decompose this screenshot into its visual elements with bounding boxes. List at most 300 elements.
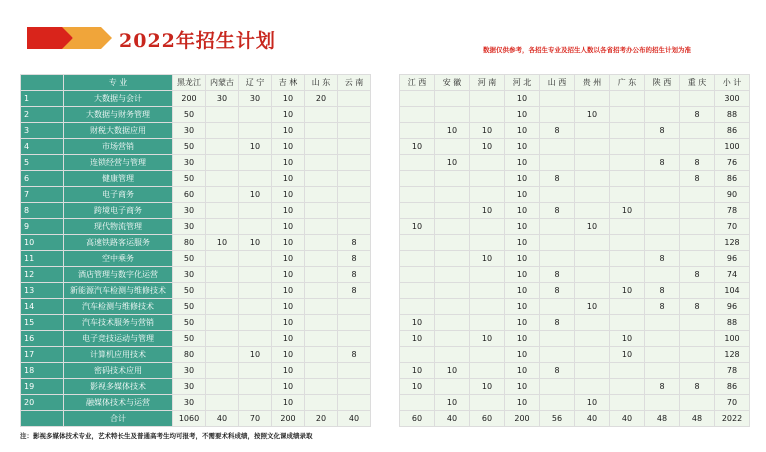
quota-cell — [400, 91, 435, 107]
table-row — [21, 91, 371, 107]
row-number: 4 — [21, 139, 64, 155]
quota-cell — [575, 267, 610, 283]
quota-cell — [338, 123, 371, 139]
quota-cell — [540, 91, 575, 107]
quota-cell: 8 — [540, 123, 575, 139]
table-row — [21, 171, 371, 187]
table-row — [400, 203, 750, 219]
quota-cell — [610, 219, 645, 235]
quota-cell: 200 — [173, 91, 206, 107]
quota-cell: 70 — [715, 395, 750, 411]
quota-cell: 90 — [715, 187, 750, 203]
column-header: 小 计 — [715, 75, 750, 91]
quota-cell — [338, 299, 371, 315]
quota-cell: 88 — [715, 315, 750, 331]
quota-cell — [610, 91, 645, 107]
quota-cell — [540, 331, 575, 347]
quota-cell — [400, 187, 435, 203]
quota-cell — [680, 91, 715, 107]
quota-cell: 10 — [272, 251, 305, 267]
table-row — [21, 379, 371, 395]
quota-cell — [400, 267, 435, 283]
quota-cell: 10 — [239, 235, 272, 251]
quota-cell: 80 — [173, 235, 206, 251]
quota-cell — [540, 155, 575, 171]
major-name: 酒店管理与数字化运营 — [64, 267, 173, 283]
quota-cell: 10 — [505, 219, 540, 235]
quota-cell: 30 — [206, 91, 239, 107]
quota-cell: 10 — [272, 299, 305, 315]
table-row — [21, 283, 371, 299]
quota-cell: 8 — [680, 379, 715, 395]
quota-cell: 8 — [540, 171, 575, 187]
major-name: 大数据与会计 — [64, 91, 173, 107]
quota-cell: 10 — [400, 139, 435, 155]
quota-cell — [610, 251, 645, 267]
quota-cell: 10 — [272, 347, 305, 363]
quota-cell: 30 — [173, 219, 206, 235]
quota-cell — [645, 331, 680, 347]
major-name: 合计 — [64, 411, 173, 427]
quota-cell: 30 — [173, 203, 206, 219]
quota-cell: 10 — [272, 363, 305, 379]
quota-cell: 10 — [272, 139, 305, 155]
quota-cell — [239, 219, 272, 235]
quota-cell: 10 — [206, 235, 239, 251]
row-number: 20 — [21, 395, 64, 411]
quota-cell — [400, 299, 435, 315]
quota-cell — [680, 251, 715, 267]
quota-cell — [305, 315, 338, 331]
quota-cell — [470, 91, 505, 107]
quota-cell — [575, 379, 610, 395]
quota-cell — [338, 203, 371, 219]
major-name: 连锁经营与管理 — [64, 155, 173, 171]
quota-cell: 74 — [715, 267, 750, 283]
quota-cell — [610, 235, 645, 251]
table-row — [400, 251, 750, 267]
enrollment-table-right — [399, 74, 750, 427]
quota-cell — [680, 123, 715, 139]
quota-cell — [239, 203, 272, 219]
quota-cell — [540, 187, 575, 203]
quota-cell: 20 — [305, 91, 338, 107]
quota-cell — [435, 203, 470, 219]
quota-cell: 8 — [645, 299, 680, 315]
quota-cell — [645, 315, 680, 331]
quota-cell: 10 — [272, 331, 305, 347]
quota-cell: 10 — [505, 315, 540, 331]
row-number: 9 — [21, 219, 64, 235]
quota-cell — [470, 299, 505, 315]
quota-cell: 10 — [505, 363, 540, 379]
quota-cell: 10 — [272, 91, 305, 107]
major-name: 新能源汽车检测与维修技术 — [64, 283, 173, 299]
quota-cell — [206, 315, 239, 331]
column-header: 贵 州 — [575, 75, 610, 91]
quota-cell: 10 — [505, 379, 540, 395]
major-name: 大数据与财务管理 — [64, 107, 173, 123]
quota-cell: 50 — [173, 171, 206, 187]
column-header: 重 庆 — [680, 75, 715, 91]
quota-cell: 8 — [338, 347, 371, 363]
quota-cell — [470, 187, 505, 203]
quota-cell: 10 — [470, 331, 505, 347]
quota-cell — [470, 155, 505, 171]
quota-cell — [338, 379, 371, 395]
quota-cell: 104 — [715, 283, 750, 299]
major-name: 健康管理 — [64, 171, 173, 187]
table-row — [21, 299, 371, 315]
quota-cell — [206, 395, 239, 411]
quota-cell: 10 — [400, 363, 435, 379]
footnote: 注：影视多媒体技术专业，艺术特长生及普通高考生均可报考，不需要术科成绩，按照文化课成绩录取 — [20, 432, 313, 440]
major-name: 汽车检测与维修技术 — [64, 299, 173, 315]
quota-cell — [645, 363, 680, 379]
quota-cell — [338, 219, 371, 235]
quota-cell: 86 — [715, 379, 750, 395]
table-row — [400, 107, 750, 123]
quota-cell: 10 — [505, 251, 540, 267]
row-number: 1 — [21, 91, 64, 107]
major-name: 融媒体技术与运营 — [64, 395, 173, 411]
quota-cell: 60 — [400, 411, 435, 427]
quota-cell — [206, 267, 239, 283]
table-row — [21, 363, 371, 379]
major-name: 跨境电子商务 — [64, 203, 173, 219]
quota-cell — [239, 251, 272, 267]
quota-cell — [645, 235, 680, 251]
quota-cell — [610, 395, 645, 411]
quota-cell: 78 — [715, 203, 750, 219]
row-number: 2 — [21, 107, 64, 123]
quota-cell — [305, 347, 338, 363]
major-name: 空中乘务 — [64, 251, 173, 267]
quota-cell — [470, 395, 505, 411]
quota-cell: 10 — [239, 347, 272, 363]
quota-cell: 10 — [239, 187, 272, 203]
quota-cell — [575, 203, 610, 219]
quota-cell — [239, 155, 272, 171]
quota-cell — [540, 107, 575, 123]
quota-cell — [239, 267, 272, 283]
table-row — [400, 379, 750, 395]
quota-cell: 10 — [400, 331, 435, 347]
quota-cell: 8 — [540, 315, 575, 331]
quota-cell: 8 — [540, 267, 575, 283]
quota-cell — [680, 203, 715, 219]
quota-cell — [305, 363, 338, 379]
column-header: 云 南 — [338, 75, 371, 91]
table-row — [400, 331, 750, 347]
quota-cell — [305, 187, 338, 203]
quota-cell: 10 — [505, 171, 540, 187]
major-name: 密码技术应用 — [64, 363, 173, 379]
total-row — [400, 411, 750, 427]
table-row — [400, 347, 750, 363]
quota-cell: 10 — [272, 395, 305, 411]
quota-cell: 10 — [505, 235, 540, 251]
table-row — [400, 155, 750, 171]
quota-cell — [610, 363, 645, 379]
quota-cell: 10 — [470, 139, 505, 155]
quota-cell — [305, 123, 338, 139]
row-number: 19 — [21, 379, 64, 395]
quota-cell — [435, 267, 470, 283]
quota-cell — [610, 267, 645, 283]
quota-cell: 10 — [400, 219, 435, 235]
quota-cell — [239, 283, 272, 299]
quota-cell — [610, 155, 645, 171]
quota-cell — [400, 107, 435, 123]
column-header: 吉 林 — [272, 75, 305, 91]
quota-cell: 30 — [239, 91, 272, 107]
quota-cell — [239, 123, 272, 139]
quota-cell — [645, 347, 680, 363]
quota-cell: 10 — [272, 219, 305, 235]
quota-cell — [575, 171, 610, 187]
quota-cell: 10 — [505, 139, 540, 155]
quota-cell: 50 — [173, 299, 206, 315]
quota-cell: 86 — [715, 123, 750, 139]
quota-cell — [435, 347, 470, 363]
table-row — [21, 331, 371, 347]
quota-cell — [680, 363, 715, 379]
quota-cell — [470, 235, 505, 251]
quota-cell: 8 — [540, 363, 575, 379]
quota-cell — [610, 107, 645, 123]
quota-cell: 10 — [505, 283, 540, 299]
quota-cell — [305, 139, 338, 155]
quota-cell — [435, 171, 470, 187]
quota-cell — [305, 203, 338, 219]
quota-cell — [206, 251, 239, 267]
row-number: 8 — [21, 203, 64, 219]
quota-cell: 10 — [272, 155, 305, 171]
table-row — [400, 267, 750, 283]
enrollment-table-left — [20, 74, 371, 427]
quota-cell: 10 — [505, 347, 540, 363]
quota-cell — [470, 107, 505, 123]
quota-cell: 10 — [505, 299, 540, 315]
quota-cell — [206, 299, 239, 315]
quota-cell — [435, 187, 470, 203]
quota-cell — [400, 347, 435, 363]
quota-cell: 10 — [610, 283, 645, 299]
quota-cell — [575, 363, 610, 379]
quota-cell — [206, 219, 239, 235]
row-number: 10 — [21, 235, 64, 251]
quota-cell — [575, 315, 610, 331]
column-header: 山 西 — [540, 75, 575, 91]
quota-cell: 30 — [173, 123, 206, 139]
quota-cell — [305, 283, 338, 299]
quota-cell — [239, 171, 272, 187]
quota-cell — [305, 235, 338, 251]
quota-cell — [680, 331, 715, 347]
quota-cell: 10 — [575, 219, 610, 235]
quota-cell: 10 — [610, 347, 645, 363]
table-row — [21, 315, 371, 331]
quota-cell: 10 — [272, 171, 305, 187]
major-name: 现代物流管理 — [64, 219, 173, 235]
quota-cell: 50 — [173, 315, 206, 331]
quota-cell: 50 — [173, 139, 206, 155]
row-number — [21, 411, 64, 427]
quota-cell — [540, 395, 575, 411]
quota-cell — [305, 155, 338, 171]
quota-cell: 10 — [435, 363, 470, 379]
major-name: 计算机应用技术 — [64, 347, 173, 363]
quota-cell: 100 — [715, 139, 750, 155]
quota-cell — [575, 139, 610, 155]
quota-cell: 30 — [173, 363, 206, 379]
quota-cell: 30 — [173, 395, 206, 411]
quota-cell — [400, 235, 435, 251]
quota-cell — [610, 139, 645, 155]
quota-cell — [338, 363, 371, 379]
quota-cell: 8 — [645, 379, 680, 395]
quota-cell: 10 — [610, 331, 645, 347]
table-row — [21, 219, 371, 235]
quota-cell: 96 — [715, 251, 750, 267]
quota-cell: 10 — [272, 267, 305, 283]
quota-cell: 10 — [505, 203, 540, 219]
quota-cell: 200 — [272, 411, 305, 427]
quota-cell: 60 — [173, 187, 206, 203]
major-name: 影视多媒体技术 — [64, 379, 173, 395]
quota-cell — [680, 219, 715, 235]
quota-cell — [645, 267, 680, 283]
quota-cell: 10 — [435, 395, 470, 411]
quota-cell — [575, 251, 610, 267]
quota-cell: 200 — [505, 411, 540, 427]
quota-cell: 50 — [173, 283, 206, 299]
quota-cell: 40 — [575, 411, 610, 427]
quota-cell — [400, 283, 435, 299]
row-number: 18 — [21, 363, 64, 379]
quota-cell — [338, 187, 371, 203]
table-row — [21, 267, 371, 283]
quota-cell: 30 — [173, 379, 206, 395]
quota-cell — [338, 331, 371, 347]
quota-cell: 10 — [272, 235, 305, 251]
quota-cell — [206, 107, 239, 123]
quota-cell: 60 — [470, 411, 505, 427]
quota-cell: 10 — [400, 315, 435, 331]
quota-cell: 10 — [470, 203, 505, 219]
table-row — [21, 347, 371, 363]
quota-cell — [400, 395, 435, 411]
quota-cell: 70 — [715, 219, 750, 235]
quota-cell — [239, 331, 272, 347]
quota-cell — [239, 395, 272, 411]
quota-cell: 1060 — [173, 411, 206, 427]
quota-cell — [680, 395, 715, 411]
quota-cell: 10 — [470, 251, 505, 267]
table-row — [400, 395, 750, 411]
quota-cell — [435, 283, 470, 299]
quota-cell: 8 — [338, 235, 371, 251]
total-row — [21, 411, 371, 427]
quota-cell — [206, 347, 239, 363]
quota-cell: 80 — [173, 347, 206, 363]
quota-cell — [305, 267, 338, 283]
row-number: 7 — [21, 187, 64, 203]
quota-cell: 70 — [239, 411, 272, 427]
row-number: 6 — [21, 171, 64, 187]
quota-cell: 10 — [272, 123, 305, 139]
quota-cell: 10 — [272, 187, 305, 203]
quota-cell: 76 — [715, 155, 750, 171]
quota-cell — [680, 347, 715, 363]
quota-cell: 10 — [505, 155, 540, 171]
table-row — [21, 155, 371, 171]
quota-cell — [338, 395, 371, 411]
quota-cell: 50 — [173, 107, 206, 123]
quota-cell — [400, 123, 435, 139]
column-header: 广 东 — [610, 75, 645, 91]
quota-cell: 8 — [540, 283, 575, 299]
quota-cell: 8 — [680, 299, 715, 315]
quota-cell: 8 — [680, 107, 715, 123]
column-header: 河 北 — [505, 75, 540, 91]
quota-cell: 10 — [505, 107, 540, 123]
quota-cell: 96 — [715, 299, 750, 315]
quota-cell: 10 — [272, 379, 305, 395]
quota-cell — [206, 363, 239, 379]
major-name: 高速铁路客运服务 — [64, 235, 173, 251]
quota-cell — [338, 107, 371, 123]
quota-cell — [645, 187, 680, 203]
quota-cell — [645, 219, 680, 235]
quota-cell — [575, 123, 610, 139]
quota-cell — [680, 283, 715, 299]
quota-cell: 48 — [680, 411, 715, 427]
quota-cell — [610, 299, 645, 315]
quota-cell — [239, 379, 272, 395]
column-header: 陕 西 — [645, 75, 680, 91]
quota-cell — [206, 283, 239, 299]
quota-cell: 10 — [505, 267, 540, 283]
quota-cell — [435, 315, 470, 331]
column-header-major: 专 业 — [64, 75, 173, 91]
quota-cell — [470, 347, 505, 363]
quota-cell — [470, 315, 505, 331]
row-number: 11 — [21, 251, 64, 267]
quota-cell — [680, 187, 715, 203]
quota-cell — [435, 331, 470, 347]
quota-cell: 128 — [715, 347, 750, 363]
quota-cell: 10 — [575, 107, 610, 123]
quota-cell: 10 — [505, 395, 540, 411]
quota-cell: 30 — [173, 155, 206, 171]
table-row — [400, 219, 750, 235]
quota-cell — [435, 235, 470, 251]
major-name: 汽车技术服务与营销 — [64, 315, 173, 331]
quota-cell — [610, 171, 645, 187]
quota-cell — [540, 379, 575, 395]
quota-cell — [680, 235, 715, 251]
column-header: 安 徽 — [435, 75, 470, 91]
quota-cell: 10 — [470, 379, 505, 395]
quota-cell — [575, 283, 610, 299]
row-number: 15 — [21, 315, 64, 331]
quota-cell: 10 — [610, 203, 645, 219]
quota-cell — [206, 123, 239, 139]
quota-cell — [435, 299, 470, 315]
page-title: 2022年招生计划 — [119, 30, 276, 52]
